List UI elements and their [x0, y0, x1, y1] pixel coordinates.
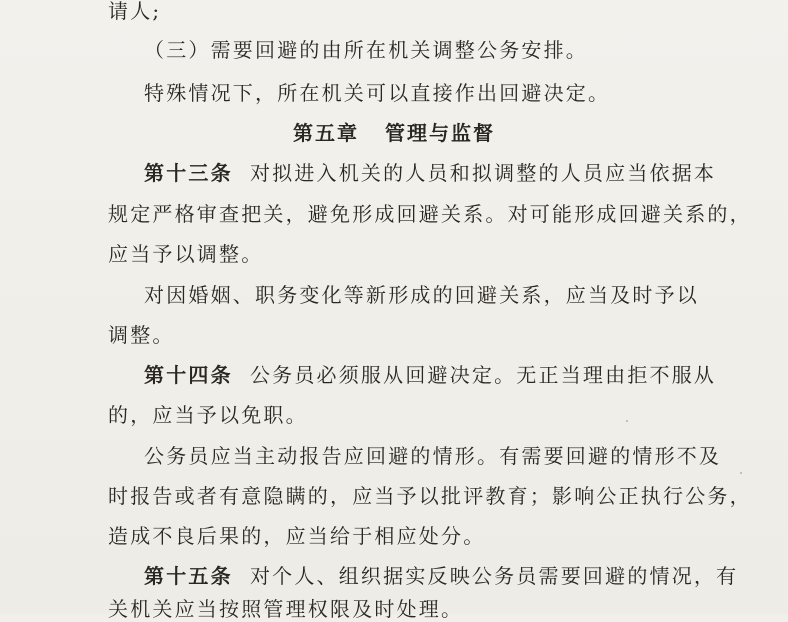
text-line: [108, 402, 698, 428]
chapter-title: 管理与监督: [385, 121, 495, 145]
line-text: 特殊情况下，所在机关可以直接作出回避决定。: [144, 81, 611, 105]
text-line: [144, 80, 734, 106]
chapter-number: 第五章: [293, 121, 359, 145]
line-text: 应当予以调整。: [108, 242, 264, 266]
article-number: 第十五条: [144, 564, 233, 588]
line-text: 规定严格审查把关，避免形成回避关系。对可能形成回避关系的，: [108, 202, 752, 226]
text-line: [108, 241, 698, 267]
line-text: （三）需要回避的由所在机关调整公务安排。: [144, 38, 588, 62]
line-text: 对因婚姻、职务变化等新形成的回避关系，应当及时予以: [144, 283, 699, 307]
line-text: 对个人、组织据实反映公务员需要回避的情况，有: [249, 564, 739, 588]
line-text: 对拟进入机关的人员和拟调整的人员应当依据本: [249, 161, 717, 185]
article-number: 第十三条: [144, 161, 233, 185]
scan-speck: [626, 420, 628, 422]
line-text: 调整。: [108, 323, 175, 347]
line-text: 公务员必须服从回避决定。无正当理由拒不服从: [249, 363, 717, 387]
text-line: [144, 282, 734, 308]
article-14-line-1: [144, 362, 734, 388]
text-line: [108, 0, 698, 24]
text-line: [144, 443, 734, 469]
text-line: [144, 37, 734, 63]
chapter-heading: [0, 120, 788, 146]
article-number: 第十四条: [144, 363, 233, 387]
text-line: [108, 483, 752, 509]
line-text: 造成不良后果的，应当给于相应处分。: [108, 524, 486, 548]
line-text: 关机关应当按照管理权限及时处理。: [108, 597, 464, 621]
line-text: 时报告或者有意隐瞒的，应当予以批评教育；影响公正执行公务，: [108, 484, 752, 508]
scan-speck: [740, 472, 742, 474]
text-line: [108, 201, 752, 227]
text-line: [108, 322, 698, 348]
line-text: 的，应当予以免职。: [108, 403, 308, 427]
text-line: [108, 523, 698, 549]
line-text: 公务员应当主动报告应回避的情形。有需要回避的情形不及: [144, 444, 722, 468]
text-line: [108, 596, 698, 622]
line-text: 请人;: [108, 0, 162, 23]
article-15-line-1: [144, 563, 739, 589]
article-13-line-1: [144, 160, 734, 186]
